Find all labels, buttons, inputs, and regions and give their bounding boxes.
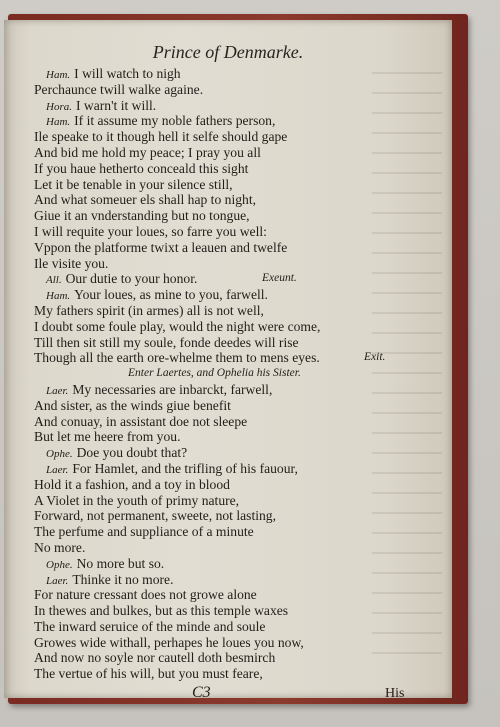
- verse-line: [34, 350, 444, 366]
- signature-mark: C3: [192, 684, 211, 698]
- verse-line: [34, 303, 444, 319]
- speaker-prefix: Hora.: [46, 100, 72, 113]
- line-text: Growes wide withall, perhapes he loues you now,: [34, 634, 304, 650]
- line-text: Vppon the platforme twixt a leauen and twelfe: [34, 239, 288, 255]
- line-text: I doubt some foule play, would the night were come,: [34, 318, 321, 334]
- speaker-prefix: Ophe.: [46, 558, 73, 571]
- catchword: His: [385, 686, 405, 698]
- line-text: If you haue hetherto conceald this sight: [34, 160, 249, 176]
- verse-line: [34, 461, 444, 477]
- verse-line: [34, 398, 444, 414]
- verse-line: [34, 493, 444, 509]
- verse-line: [34, 619, 444, 635]
- speaker-prefix: Ham.: [46, 290, 71, 303]
- line-text: A Violet in the youth of primy nature,: [34, 492, 240, 508]
- verse-line: [34, 208, 444, 224]
- line-text: But let me heere from you.: [34, 429, 181, 445]
- line-text: Let it be tenable in your silence still,: [34, 176, 233, 192]
- line-text: My necessaries are inbarckt, farwell,: [72, 381, 273, 397]
- line-text: And bid me hold my peace; I pray you all: [34, 144, 261, 160]
- verse-line: [34, 335, 444, 351]
- line-text: No more but so.: [76, 555, 165, 571]
- line-text: No more.: [34, 539, 86, 555]
- verse-line: [34, 477, 444, 493]
- line-text: Giue it an vnderstanding but no tongue,: [34, 208, 250, 224]
- speaker-prefix: Laer.: [46, 574, 69, 587]
- verse-line: [34, 98, 444, 114]
- line-text: The inward seruice of the minde and soule: [34, 618, 266, 634]
- line-text: Thinke it no more.: [72, 571, 174, 587]
- line-text: In thewes and bulkes, but as this temple waxes: [34, 603, 289, 619]
- line-text: Ile visite you.: [34, 255, 109, 271]
- verse-line: [34, 572, 444, 588]
- line-text: Till then sit still my soule, fonde deedes will rise: [34, 334, 299, 350]
- stage-direction: Enter Laertes, and Ophelia his Sister.: [128, 367, 301, 380]
- verse-line: [34, 66, 444, 82]
- line-text: I will requite your loues, so farre you well:: [34, 223, 267, 239]
- line-text: And conuay, in assistant doe not sleepe: [34, 413, 248, 429]
- verse-line: [34, 256, 444, 272]
- verse-line: [34, 177, 444, 193]
- line-text: I warn't it will.: [75, 97, 157, 113]
- line-text: Hold it a fashion, and a toy in blood: [34, 476, 230, 492]
- verse-line: [34, 445, 444, 461]
- exit-cue: Exit.: [364, 351, 386, 364]
- line-text: And sister, as the winds giue benefit: [34, 397, 231, 413]
- verse-line: [34, 650, 444, 666]
- verse-line: [34, 666, 444, 682]
- verse-line: [34, 587, 444, 603]
- line-text: For nature cressant does not growe alone: [34, 587, 257, 603]
- line-text: Perchaunce twill walke againe.: [34, 81, 204, 97]
- verse-line: [34, 113, 444, 129]
- line-text: My fathers spirit (in armes) all is not well,: [34, 302, 264, 318]
- line-text: And now no soyle nor cautell doth besmirch: [34, 650, 276, 666]
- exit-cue: Exeunt.: [262, 272, 297, 285]
- verse-line: [34, 635, 444, 651]
- line-text: Forward, not permanent, sweete, not lasting,: [34, 508, 276, 524]
- line-text: The vertue of his will, but you must feare,: [34, 666, 263, 682]
- verse-line: [34, 192, 444, 208]
- verse-line: [34, 319, 444, 335]
- verse-line: [34, 271, 444, 287]
- verse-line: [34, 145, 444, 161]
- running-title: Prince of Denmarke.: [152, 42, 304, 62]
- speaker-prefix: Ham.: [46, 69, 71, 81]
- line-text: Our dutie to your honor.: [65, 271, 198, 287]
- play-text: [34, 66, 444, 682]
- verse-line: [34, 161, 444, 177]
- verse-line: [34, 429, 444, 445]
- verse-line: [34, 556, 444, 572]
- line-text: And what someuer els shall hap to night,: [34, 192, 256, 208]
- line-text: I will watch to nigh: [74, 66, 181, 81]
- speaker-prefix: All.: [46, 274, 62, 287]
- line-text: For Hamlet, and the trifling of his fauour,: [72, 460, 298, 476]
- line-text: If it assume my noble fathers person,: [74, 113, 276, 129]
- speaker-prefix: Laer.: [46, 463, 69, 476]
- verse-line: [34, 382, 444, 398]
- verse-line: [34, 287, 444, 303]
- verse-line: [34, 603, 444, 619]
- verse-line: [34, 129, 444, 145]
- line-text: Though all the earth ore-whelme them to mens eyes.: [34, 350, 320, 366]
- speaker-prefix: Laer.: [46, 384, 69, 397]
- verse-line: [34, 540, 444, 556]
- verse-line: [34, 240, 444, 256]
- line-text: The perfume and suppliance of a minute: [34, 524, 254, 540]
- speaker-prefix: Ophe.: [46, 448, 73, 461]
- line-text: Ile speake to it though hell it selfe should gape: [34, 129, 288, 145]
- line-text: Your loues, as mine to you, farwell.: [74, 287, 268, 303]
- verse-line: [34, 414, 444, 430]
- verse-line: [34, 524, 444, 540]
- line-text: Doe you doubt that?: [76, 445, 188, 461]
- speaker-prefix: Ham.: [46, 116, 71, 129]
- verse-line: [34, 508, 444, 524]
- verse-line: [34, 82, 444, 98]
- verse-line: [34, 224, 444, 240]
- book-page: [4, 20, 452, 698]
